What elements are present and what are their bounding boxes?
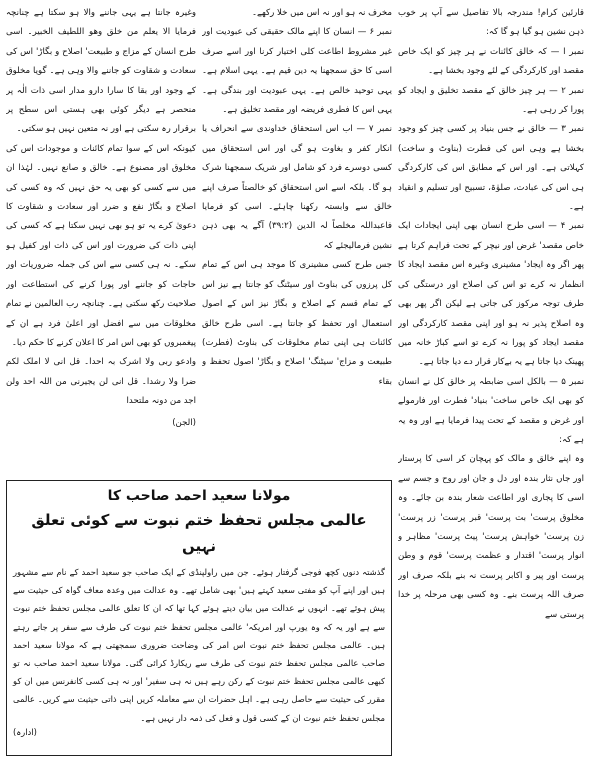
paragraph: قارئین کرام! مندرجہ بالا تفاصیل سے آپ پر خوب ذہن نشین ہو گیا ہو گا کہ: [398,8,584,38]
point-1: نمبر ا — کہ خالق کائنات نے ہر چیز کو ایک خاص مقصد اور کارکردگی کے لئے وجود بخشا ہے۔ [398,46,584,77]
article-column-middle [202,4,392,472]
three-column-layout [6,4,584,766]
paragraph: کیونکہ اس کے سوا تمام کائنات و موجودات اس کی مخلوق اور مصنوع ہے۔ خالق و صانع نہیں۔ لہٰذا ان میں سے کسی کو بھی یہ حق نہیں کہ وہ کسی کی اصلاح و بگاڑ نفع و ضرر اور سعادت و شقاوت کا دعویٰ کرے یہ تو ہو بھی نہیں سکتا ہے کہ کسی کی اپنی ذات کی ضرورت اور اس کی ذات اور کفیل ہو سکے۔ نہ ہی کسی سے اس کی جملہ ضروریات اور حاجات کو جاننے اور پورا کرنے کی استطاعت اور صلاحیت رکھ سکتی ہے۔ چنانچہ رب العالمین نے تمام مخلوقات میں سے افضل اور اعلیٰ فرد ہے ان کے پیغمبروں کو بھی اس امر کا اعلان کرنے کا حکم دیا۔ [6,143,196,348]
upper-columns [6,4,392,472]
point-7: نمبر ۷ — اب اس استحقاق خداوندی سے انحراف یا انکار کفر و بغاوت ہو گی اور اس استحقاق میں کسی دوسرے فرد کو شامل اور شریک سمجھنا شرک ہو گا۔ بلکہ اسے اس استحقاق کو خالصتاً صرف اپنے خالق سے وابستہ رکھنا چاہئے۔ اسی کو فرمایا فاعبداللہ مخلصاً لہ الدین (۳۹:۲) آگے یہ بھی ذہن نشین فرمالیجئے کہ [202,124,392,251]
notice-credit: (ادارہ) [13,726,37,737]
point-4: نمبر ۴ — اسی طرح انسان بھی اپنی ایجادات ایک خاص مقصد' غرض اور نیچر کے تحت فراہم کرتا ہے پھر اگر وہ ایجاد' مشینری وغیرہ اس مقصد ایجاد کا انظمار نہ کرے تو اس کی اصلاح اور درستگی کی طرف توجہ مرکوز کی جاتی ہے لیکن اگر پھر بھی وہ اصلاح پذیر نہ ہو اور اپنی مقصد کارکردگی اور مقصد ایجاد کو پورا نہ کرے تو اسے کباڑ خانہ میں پھینک دیا جاتا ہے یہ بےکار قرار دے دیا جاتا ہے۔ [398,221,584,368]
notice-body: گذشتہ دنوں کچھ فوجی گرفتار ہوئے۔ جن میں راولپنڈی کے ایک صاحب جو سعید احمد کے نام سے مشہور ہیں اور اپنے آپ کو مفتی سعید کہتے ہیں' بھی شامل تھے۔ وہ عدالت میں وعدہ معاف گواہ کی حیثیت سے پیش ہوئے تھے۔ انہوں نے عدالت میں بیان دیتے ہوئے کہا تھا کہ ان کا تعلق عالمی مجلس تحفظ ختم نبوت سے ہے اور یہ کہ وہ یورپ اور امریکہ' عالمی مجلس تحفظ ختم نبوت کی طرف سے سفر پر جاتے رہتے ہیں۔ عالمی مجلس تحفظ ختم نبوت اس امر کی وضاحت ضروری سمجھتی ہے کہ مولانا سعید احمد صاحب عالمی مجلس تحفظ ختم نبوت کی طرف سے ریکارڈ کرائی گئی۔ مولانا سعید احمد صاحب نہ تو کبھی عالمی مجلس تحفظ ختم نبوت کے رکن رہے ہیں نہ ہی سفیر' اور نہ ہی کسی کانفرنس میں ان کو مقرر کی حیثیت سے حاصل رہی ہے۔ اہل حضرات ان سے معاملہ کریں اپنی ذاتی حیثیت سے کریں۔ عالمی مجلس تحفظ ختم نبوت ان کے کسی قول و فعل کی ذمہ دار نہیں ہے۔ [13,567,385,723]
paragraph: وغیرہ جانتا ہے یہی جاننے والا ہو سکتا ہے چنانچہ فرمایا الا یعلم من خلق وھو اللطیف الخبیر۔ اسی طرح انسان کے مزاج و طبیعت' اصلاح و بگاڑ' اس کی سعادت و شقاوت کو جاننے والا وہی ہے۔ گویا مخلوق کے وجود اور بقا کا سارا دارو مدار اسی ذات الٰہ پر منحصر ہے دیگر کوئی بھی ہستی اس سطح پر برقرار رہ سکتی ہے اور نہ متعین نہیں ہو سکتی۔ [6,8,196,135]
point-3: نمبر ۳ — خالق نے جس بنیاد پر کسی چیز کو وجود بخشا ہے وہی اس کی فطرت (بناوٹ و ساخت) کہلاتی ہے۔ اور اس کے مطابق اس کی کارکردگی ہی اس کی عبادت، صلوٰۃ، تسبیح اور تسلیم و انقیاد ہے۔ [398,124,584,213]
left-area [6,4,392,766]
paragraph: جس طرح کسی مشینری کا موجد ہی اس کے تمام کل پرزوں کی بناوٹ اور سیٹنگ کو جانتا ہے نیز اس کے تمام قسم کے اصلاح و بگاڑ نیز اس کے اصول استعمال اور تحفظ کو جانتا ہے۔ اسی طرح خالق کائنات ہی اپنی تمام مخلوقات کی بناوٹ (فطرت) طبیعت و مزاج' سیٹنگ' اصلاح و بگاڑ' اصول تحفظ و بقاء [202,260,392,387]
surah-reference: (الجن) [172,417,196,428]
article-column-left [6,4,196,472]
point-2: نمبر ۲ — ہر چیز خالق کے مقصد تخلیق و ایجاد کو پورا کر رہی ہے۔ [398,85,584,116]
point-5: نمبر ۵ — بالکل اسی ضابطہ پر خالق کل نے انسان کو بھی ایک خاص ساخت' بنیاد' فطرت اور فارمولے اور غرض و مقصد کے تحت پیدا فرمایا ہے اور وہ یہ ہے کہ: [398,376,584,445]
quran-quote: وادعو ربی ولا اشرک بہ احدا۔ قل انی لا املک لکم ضرا ولا رشدا۔ قل انی لن یجیرنی من اللہ احد ولن اجد من دونہ ملتحدا [6,357,196,407]
notice-title: مولانا سعید احمد صاحب کا [107,488,291,504]
paragraph: وہ اپنے خالق و مالک کو پہچان کر اسی کا پرستار اور جاں نثار بندہ اور دل و جان اور روح و جسم سے اسی کا پجاری اور اطاعت شعار بندہ بن جائے۔ وہ مخلوق پرست' بت پرست' قبر پرست' زر پرست' زن پرست' خواہش پرست' پیٹ پرست' مظاہر و انوار پرست' اقتدار و عظمت پرست' قوم و وطن پرست اور پیر و اکابر پرست نہ بنے بلکہ صرف اور صرف اللہ پرست بنے۔ وہ کسی بھی مرحلہ پر خدا پرستی سے [398,454,584,620]
article-column-right [398,4,584,766]
paragraph: مخرف نہ ہو اور نہ اس میں خلا رکھے۔ [251,8,392,18]
notice-box [6,480,392,756]
notice-headline: عالمی مجلس تحفظ ختم نبوت سے کوئی تعلق نہیں [31,511,367,555]
point-6: نمبر ۶ — انسان کا اپنے مالک حقیقی کی عبودیت اور غیر مشروط اطاعت کلی اختیار کرنا اور اسے صرف اسی کا حق سمجھنا یہ دین قیم ہے۔ یہی اسلام ہے۔ یہی توحید خالص ہے۔ یہی عبودیت اور بندگی ہے۔ یہی اس کا فطری فریضہ اور مقصد تخلیق ہے۔ [202,27,392,116]
